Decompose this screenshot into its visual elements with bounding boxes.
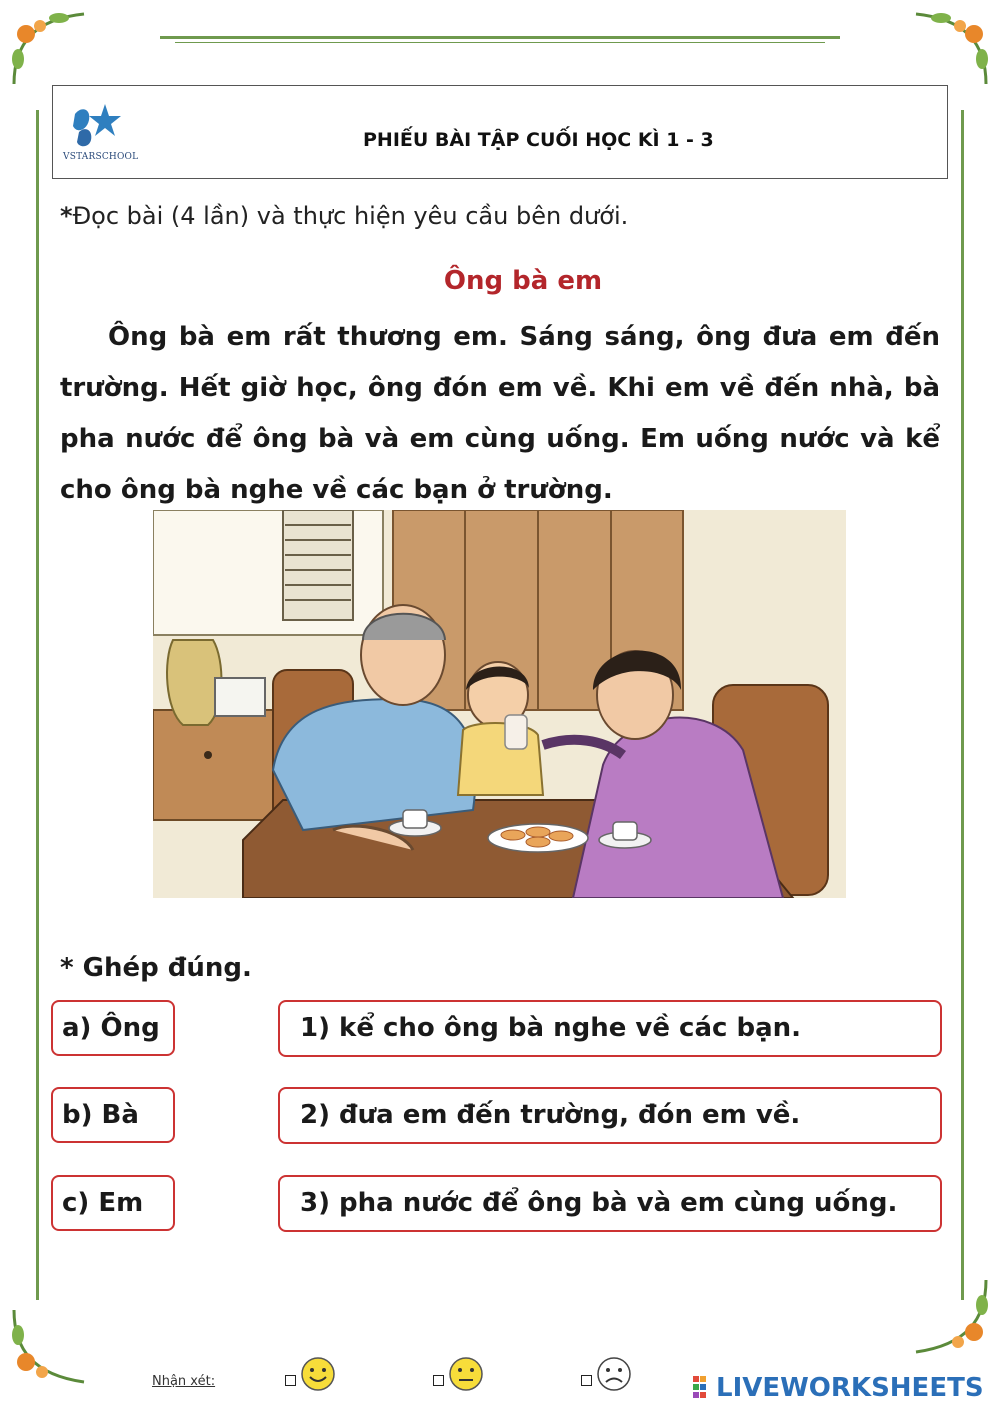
- feedback-checkbox-happy[interactable]: [285, 1375, 296, 1386]
- reading-instruction: [60, 202, 628, 230]
- neutral-face-icon: [448, 1356, 484, 1392]
- feedback-label: Nhận xét:: [152, 1374, 216, 1389]
- happy-face-icon: [300, 1356, 336, 1392]
- liveworksheets-logo-icon: [693, 1376, 713, 1398]
- frame-top-line-inner: [175, 42, 825, 43]
- match-right-1[interactable]: 1) kể cho ông bà nghe về các bạn.: [278, 1000, 942, 1057]
- family-illustration: [153, 510, 846, 898]
- worksheet-title: PHIẾU BÀI TẬP CUỐI HỌC KÌ 1 - 3: [363, 129, 714, 151]
- liveworksheets-watermark: [716, 1373, 984, 1403]
- match-left-a[interactable]: a) Ông: [51, 1000, 175, 1056]
- matching-heading: * Ghép đúng.: [60, 953, 252, 983]
- match-left-c[interactable]: c) Em: [51, 1175, 175, 1231]
- feedback-checkbox-sad[interactable]: [581, 1375, 592, 1386]
- match-right-2[interactable]: 2) đưa em đến trường, đón em về.: [278, 1087, 942, 1144]
- vine-corner-bottom-left-icon: [4, 1300, 94, 1390]
- vine-corner-bottom-right-icon: [906, 1270, 996, 1360]
- feedback-checkbox-neutral[interactable]: [433, 1375, 444, 1386]
- watermark-text: LIVEWORKSHEETS: [716, 1373, 984, 1403]
- vine-corner-top-left-icon: [4, 4, 94, 94]
- story-title: Ông bà em: [443, 266, 603, 296]
- match-right-3[interactable]: 3) pha nước để ông bà và em cùng uống.: [278, 1175, 942, 1232]
- match-left-b[interactable]: b) Bà: [51, 1087, 175, 1143]
- school-logo-text: VSTARSCHOOL: [63, 152, 139, 162]
- instruction-star: *: [60, 202, 73, 230]
- vine-corner-top-right-icon: [906, 4, 996, 94]
- instruction-text: Đọc bài (4 lần) và thực hiện yêu cầu bên dưới.: [72, 202, 629, 230]
- worksheet-header: [52, 85, 948, 179]
- sad-face-icon: [596, 1356, 632, 1392]
- story-paragraph: Ông bà em rất thương em. Sáng sáng, ông đưa em đến trường. Hết giờ học, ông đón em về. Khi em về đến nhà, bà pha nước để ông bà và em cùng uống. Em uống nước và kể cho ông bà nghe về các bạn ở trường.: [60, 322, 940, 505]
- frame-top-line: [160, 36, 840, 39]
